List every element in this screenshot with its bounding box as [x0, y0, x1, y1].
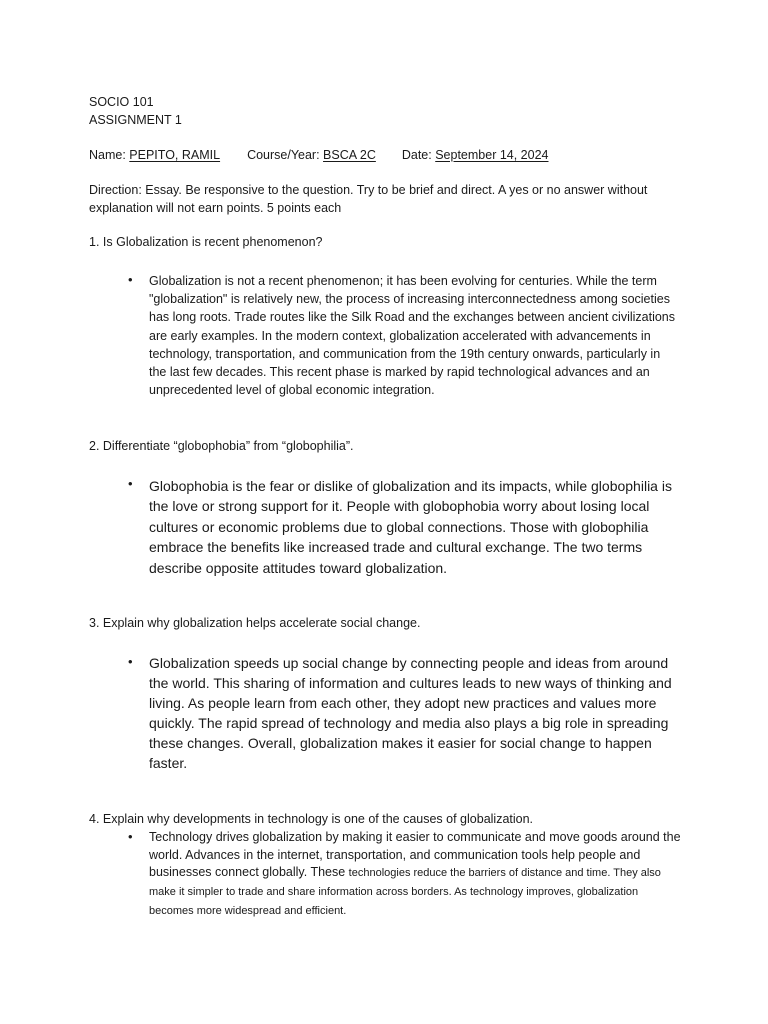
direction-text: Direction: Essay. Be responsive to the question. Try to be brief and direct. A yes or no answer without explanation will not earn points. 5 points each [89, 183, 648, 215]
course-value: BSCA 2C [323, 148, 376, 162]
name-value: PEPITO, RAMIL [129, 148, 221, 162]
answer-4-text [149, 829, 681, 921]
question-2: 2. Differentiate “globophobia” from “globophilia”. [89, 439, 354, 453]
answer-4-text-part1: Technology drives globalization by making it easier to communicate and move goods around the world. Advances in the internet, transportation, and communication tools help people and businesses connect globally. These [149, 830, 681, 880]
answer-2-text: Globophobia is the fear or dislike of globalization and its impacts, while globophilia is the love or strong support for it. People with globophobia worry about losing local cultures or economic problems due to global connections. Those with globophilia embrace the benefits like increased trade and cultural exchange. The two terms describe opposite attitudes toward globalization. [149, 478, 672, 576]
name-label: Name: [89, 148, 130, 162]
bullet-icon: • [128, 829, 133, 844]
answer-3-text: Globalization speeds up social change by connecting people and ideas from around the world. This sharing of information and cultures leads to new ways of thinking and living. As people learn from each other, they adopt new practices and values more quickly. The rapid spread of technology and media also plays a big role in spreading these changes. Overall, globalization makes it easier for social change to happen faster. [149, 655, 672, 771]
date-value: September 14, 2024 [435, 148, 549, 162]
course-code: SOCIO 101 [89, 95, 154, 109]
bullet-icon: • [128, 272, 133, 287]
question-3: 3. Explain why globalization helps accelerate social change. [89, 616, 421, 630]
student-info-line [89, 146, 549, 164]
assignment-title: ASSIGNMENT 1 [89, 113, 182, 127]
answer-1-text: Globalization is not a recent phenomenon; it has been evolving for centuries. While the term "globalization" is relatively new, the process of increasing interconnectedness among societies has long roots. Trade routes like the Silk Road and the exchanges between ancient civilizations are early examples. In the modern context, globalization accelerated with advancements in technology, transportation, and communication from the 19th century onwards, particularly in the last few decades. This recent phase is marked by rapid technological advances and an unprecedented level of global economic integration. [149, 274, 676, 398]
question-4: 4. Explain why developments in technology is one of the causes of globalization. [89, 812, 534, 826]
question-1: 1. Is Globalization is recent phenomenon? [89, 235, 323, 249]
date-label: Date: [401, 148, 436, 162]
course-label: Course/Year: [247, 148, 324, 162]
bullet-icon: • [128, 654, 133, 669]
bullet-icon: • [128, 476, 133, 491]
answer-4-text-part2: technologies reduce the barriers of distance and time. They also make it simpler to trade and share information across borders. As technology improves, globalization becomes more widespread and efficient. [149, 867, 661, 917]
